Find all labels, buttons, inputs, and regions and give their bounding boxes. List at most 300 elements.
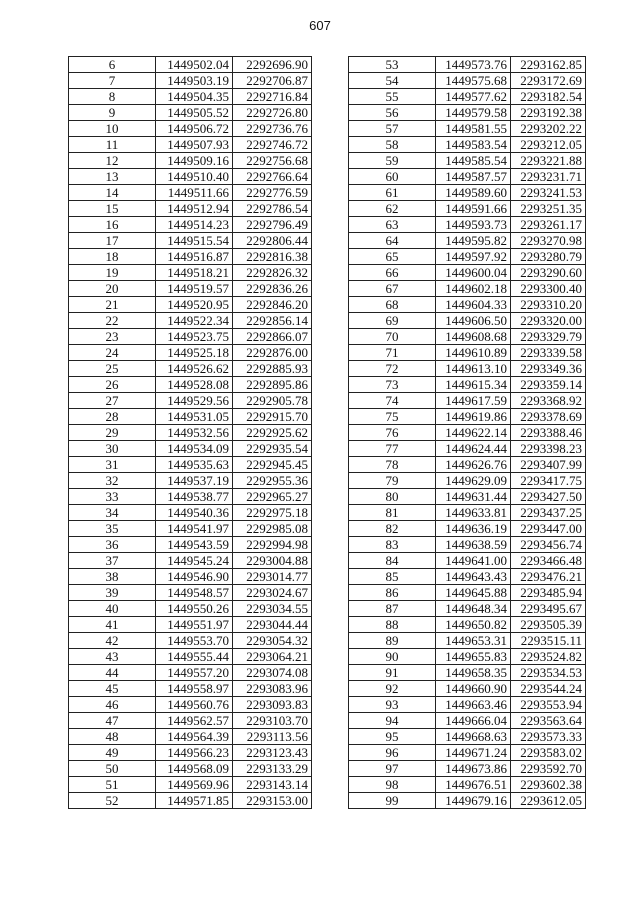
y-coordinate-cell: 2293014.77 bbox=[233, 569, 312, 585]
x-coordinate-cell: 1449610.89 bbox=[436, 345, 511, 361]
x-coordinate-cell: 1449511.66 bbox=[156, 185, 233, 201]
table-row bbox=[349, 217, 586, 233]
y-coordinate-cell: 2293074.08 bbox=[233, 665, 312, 681]
table-row bbox=[69, 761, 312, 777]
x-coordinate-cell: 1449532.56 bbox=[156, 425, 233, 441]
point-number-cell: 50 bbox=[69, 761, 156, 777]
table-row bbox=[69, 777, 312, 793]
y-coordinate-cell: 2293123.43 bbox=[233, 745, 312, 761]
y-coordinate-cell: 2292696.90 bbox=[233, 57, 312, 73]
table-row bbox=[69, 617, 312, 633]
y-coordinate-cell: 2293241.53 bbox=[511, 185, 586, 201]
x-coordinate-cell: 1449573.76 bbox=[436, 57, 511, 73]
point-number-cell: 99 bbox=[349, 793, 436, 809]
point-number-cell: 39 bbox=[69, 585, 156, 601]
point-number-cell: 87 bbox=[349, 601, 436, 617]
table-row bbox=[69, 649, 312, 665]
table-row bbox=[349, 617, 586, 633]
y-coordinate-cell: 2292746.72 bbox=[233, 137, 312, 153]
x-coordinate-cell: 1449512.94 bbox=[156, 201, 233, 217]
y-coordinate-cell: 2292955.36 bbox=[233, 473, 312, 489]
table-row bbox=[69, 185, 312, 201]
point-number-cell: 51 bbox=[69, 777, 156, 793]
x-coordinate-cell: 1449538.77 bbox=[156, 489, 233, 505]
table-row bbox=[349, 697, 586, 713]
x-coordinate-cell: 1449622.14 bbox=[436, 425, 511, 441]
table-row bbox=[349, 553, 586, 569]
table-row bbox=[349, 729, 586, 745]
y-coordinate-cell: 2293534.53 bbox=[511, 665, 586, 681]
x-coordinate-cell: 1449619.86 bbox=[436, 409, 511, 425]
table-row bbox=[69, 201, 312, 217]
table-row bbox=[69, 537, 312, 553]
table-row bbox=[349, 537, 586, 553]
table-row bbox=[69, 457, 312, 473]
point-number-cell: 62 bbox=[349, 201, 436, 217]
x-coordinate-cell: 1449518.21 bbox=[156, 265, 233, 281]
point-number-cell: 97 bbox=[349, 761, 436, 777]
table-row bbox=[349, 137, 586, 153]
point-number-cell: 77 bbox=[349, 441, 436, 457]
x-coordinate-cell: 1449638.59 bbox=[436, 537, 511, 553]
y-coordinate-cell: 2293476.21 bbox=[511, 569, 586, 585]
table-row bbox=[349, 345, 586, 361]
point-number-cell: 20 bbox=[69, 281, 156, 297]
table-row bbox=[349, 73, 586, 89]
table-row bbox=[69, 505, 312, 521]
table-row bbox=[349, 585, 586, 601]
point-number-cell: 22 bbox=[69, 313, 156, 329]
y-coordinate-cell: 2293153.00 bbox=[233, 793, 312, 809]
x-coordinate-cell: 1449535.63 bbox=[156, 457, 233, 473]
x-coordinate-cell: 1449673.86 bbox=[436, 761, 511, 777]
point-number-cell: 16 bbox=[69, 217, 156, 233]
y-coordinate-cell: 2293329.79 bbox=[511, 329, 586, 345]
point-number-cell: 15 bbox=[69, 201, 156, 217]
y-coordinate-cell: 2293251.35 bbox=[511, 201, 586, 217]
y-coordinate-cell: 2293524.82 bbox=[511, 649, 586, 665]
y-coordinate-cell: 2292856.14 bbox=[233, 313, 312, 329]
x-coordinate-cell: 1449583.54 bbox=[436, 137, 511, 153]
y-coordinate-cell: 2292975.18 bbox=[233, 505, 312, 521]
y-coordinate-cell: 2293592.70 bbox=[511, 761, 586, 777]
y-coordinate-cell: 2292876.00 bbox=[233, 345, 312, 361]
table-row bbox=[349, 169, 586, 185]
y-coordinate-cell: 2293093.83 bbox=[233, 697, 312, 713]
y-coordinate-cell: 2292895.86 bbox=[233, 377, 312, 393]
y-coordinate-cell: 2293573.33 bbox=[511, 729, 586, 745]
point-number-cell: 96 bbox=[349, 745, 436, 761]
point-number-cell: 43 bbox=[69, 649, 156, 665]
x-coordinate-cell: 1449516.87 bbox=[156, 249, 233, 265]
point-number-cell: 61 bbox=[349, 185, 436, 201]
x-coordinate-cell: 1449597.92 bbox=[436, 249, 511, 265]
point-number-cell: 58 bbox=[349, 137, 436, 153]
y-coordinate-cell: 2292935.54 bbox=[233, 441, 312, 457]
point-number-cell: 35 bbox=[69, 521, 156, 537]
point-number-cell: 40 bbox=[69, 601, 156, 617]
point-number-cell: 19 bbox=[69, 265, 156, 281]
page-number: 607 bbox=[309, 18, 331, 33]
x-coordinate-cell: 1449503.19 bbox=[156, 73, 233, 89]
coordinates-table-right bbox=[348, 56, 586, 809]
y-coordinate-cell: 2293447.00 bbox=[511, 521, 586, 537]
point-number-cell: 80 bbox=[349, 489, 436, 505]
y-coordinate-cell: 2293054.32 bbox=[233, 633, 312, 649]
x-coordinate-cell: 1449534.09 bbox=[156, 441, 233, 457]
y-coordinate-cell: 2293103.70 bbox=[233, 713, 312, 729]
y-coordinate-cell: 2292816.38 bbox=[233, 249, 312, 265]
x-coordinate-cell: 1449653.31 bbox=[436, 633, 511, 649]
table-row bbox=[69, 137, 312, 153]
point-number-cell: 29 bbox=[69, 425, 156, 441]
point-number-cell: 59 bbox=[349, 153, 436, 169]
x-coordinate-cell: 1449587.57 bbox=[436, 169, 511, 185]
x-coordinate-cell: 1449504.35 bbox=[156, 89, 233, 105]
y-coordinate-cell: 2293398.23 bbox=[511, 441, 586, 457]
y-coordinate-cell: 2292756.68 bbox=[233, 153, 312, 169]
y-coordinate-cell: 2293466.48 bbox=[511, 553, 586, 569]
table-row bbox=[69, 601, 312, 617]
x-coordinate-cell: 1449502.04 bbox=[156, 57, 233, 73]
y-coordinate-cell: 2293349.36 bbox=[511, 361, 586, 377]
x-coordinate-cell: 1449663.46 bbox=[436, 697, 511, 713]
x-coordinate-cell: 1449509.16 bbox=[156, 153, 233, 169]
y-coordinate-cell: 2293456.74 bbox=[511, 537, 586, 553]
point-number-cell: 69 bbox=[349, 313, 436, 329]
x-coordinate-cell: 1449631.44 bbox=[436, 489, 511, 505]
x-coordinate-cell: 1449585.54 bbox=[436, 153, 511, 169]
table-row bbox=[69, 329, 312, 345]
point-number-cell: 94 bbox=[349, 713, 436, 729]
table-row bbox=[349, 761, 586, 777]
y-coordinate-cell: 2292905.78 bbox=[233, 393, 312, 409]
y-coordinate-cell: 2293024.67 bbox=[233, 585, 312, 601]
point-number-cell: 47 bbox=[69, 713, 156, 729]
x-coordinate-cell: 1449507.93 bbox=[156, 137, 233, 153]
y-coordinate-cell: 2293261.17 bbox=[511, 217, 586, 233]
point-number-cell: 10 bbox=[69, 121, 156, 137]
point-number-cell: 75 bbox=[349, 409, 436, 425]
point-number-cell: 11 bbox=[69, 137, 156, 153]
y-coordinate-cell: 2293192.38 bbox=[511, 105, 586, 121]
x-coordinate-cell: 1449519.57 bbox=[156, 281, 233, 297]
x-coordinate-cell: 1449543.59 bbox=[156, 537, 233, 553]
table-row bbox=[69, 377, 312, 393]
table-row bbox=[349, 457, 586, 473]
y-coordinate-cell: 2293320.00 bbox=[511, 313, 586, 329]
point-number-cell: 9 bbox=[69, 105, 156, 121]
y-coordinate-cell: 2292826.32 bbox=[233, 265, 312, 281]
table-row bbox=[69, 233, 312, 249]
point-number-cell: 24 bbox=[69, 345, 156, 361]
x-coordinate-cell: 1449540.36 bbox=[156, 505, 233, 521]
point-number-cell: 84 bbox=[349, 553, 436, 569]
y-coordinate-cell: 2292806.44 bbox=[233, 233, 312, 249]
table-row bbox=[69, 585, 312, 601]
point-number-cell: 78 bbox=[349, 457, 436, 473]
table-row bbox=[349, 185, 586, 201]
point-number-cell: 81 bbox=[349, 505, 436, 521]
point-number-cell: 14 bbox=[69, 185, 156, 201]
point-number-cell: 98 bbox=[349, 777, 436, 793]
point-number-cell: 65 bbox=[349, 249, 436, 265]
x-coordinate-cell: 1449537.19 bbox=[156, 473, 233, 489]
table-row bbox=[69, 553, 312, 569]
y-coordinate-cell: 2293064.21 bbox=[233, 649, 312, 665]
y-coordinate-cell: 2292766.64 bbox=[233, 169, 312, 185]
y-coordinate-cell: 2292846.20 bbox=[233, 297, 312, 313]
y-coordinate-cell: 2292885.93 bbox=[233, 361, 312, 377]
point-number-cell: 66 bbox=[349, 265, 436, 281]
point-number-cell: 88 bbox=[349, 617, 436, 633]
point-number-cell: 72 bbox=[349, 361, 436, 377]
y-coordinate-cell: 2292836.26 bbox=[233, 281, 312, 297]
x-coordinate-cell: 1449591.66 bbox=[436, 201, 511, 217]
y-coordinate-cell: 2293553.94 bbox=[511, 697, 586, 713]
y-coordinate-cell: 2293563.64 bbox=[511, 713, 586, 729]
table-row bbox=[349, 57, 586, 73]
y-coordinate-cell: 2293437.25 bbox=[511, 505, 586, 521]
y-coordinate-cell: 2293378.69 bbox=[511, 409, 586, 425]
table-row bbox=[69, 473, 312, 489]
table-row bbox=[349, 361, 586, 377]
y-coordinate-cell: 2292726.80 bbox=[233, 105, 312, 121]
table-row bbox=[349, 89, 586, 105]
coordinates-table-left bbox=[68, 56, 312, 809]
table-row bbox=[349, 265, 586, 281]
y-coordinate-cell: 2293612.05 bbox=[511, 793, 586, 809]
table-row bbox=[69, 569, 312, 585]
y-coordinate-cell: 2293544.24 bbox=[511, 681, 586, 697]
table-row bbox=[69, 121, 312, 137]
point-number-cell: 7 bbox=[69, 73, 156, 89]
y-coordinate-cell: 2293515.11 bbox=[511, 633, 586, 649]
point-number-cell: 56 bbox=[349, 105, 436, 121]
point-number-cell: 6 bbox=[69, 57, 156, 73]
y-coordinate-cell: 2293495.67 bbox=[511, 601, 586, 617]
table-row bbox=[69, 681, 312, 697]
x-coordinate-cell: 1449658.35 bbox=[436, 665, 511, 681]
x-coordinate-cell: 1449626.76 bbox=[436, 457, 511, 473]
table-row bbox=[349, 105, 586, 121]
table-row bbox=[349, 329, 586, 345]
table-row bbox=[349, 233, 586, 249]
y-coordinate-cell: 2292786.54 bbox=[233, 201, 312, 217]
x-coordinate-cell: 1449522.34 bbox=[156, 313, 233, 329]
table-row bbox=[349, 393, 586, 409]
point-number-cell: 83 bbox=[349, 537, 436, 553]
point-number-cell: 38 bbox=[69, 569, 156, 585]
x-coordinate-cell: 1449526.62 bbox=[156, 361, 233, 377]
y-coordinate-cell: 2293113.56 bbox=[233, 729, 312, 745]
x-coordinate-cell: 1449606.50 bbox=[436, 313, 511, 329]
point-number-cell: 45 bbox=[69, 681, 156, 697]
table-row bbox=[69, 713, 312, 729]
y-coordinate-cell: 2293083.96 bbox=[233, 681, 312, 697]
point-number-cell: 95 bbox=[349, 729, 436, 745]
point-number-cell: 93 bbox=[349, 697, 436, 713]
table-row bbox=[349, 521, 586, 537]
table-row bbox=[69, 521, 312, 537]
point-number-cell: 54 bbox=[349, 73, 436, 89]
y-coordinate-cell: 2293427.50 bbox=[511, 489, 586, 505]
x-coordinate-cell: 1449655.83 bbox=[436, 649, 511, 665]
point-number-cell: 8 bbox=[69, 89, 156, 105]
y-coordinate-cell: 2293270.98 bbox=[511, 233, 586, 249]
x-coordinate-cell: 1449608.68 bbox=[436, 329, 511, 345]
point-number-cell: 55 bbox=[349, 89, 436, 105]
table-row bbox=[69, 57, 312, 73]
point-number-cell: 53 bbox=[349, 57, 436, 73]
y-coordinate-cell: 2292736.76 bbox=[233, 121, 312, 137]
table-row bbox=[349, 425, 586, 441]
point-number-cell: 74 bbox=[349, 393, 436, 409]
table-row bbox=[349, 281, 586, 297]
table-row bbox=[69, 697, 312, 713]
table-row bbox=[349, 649, 586, 665]
point-number-cell: 36 bbox=[69, 537, 156, 553]
x-coordinate-cell: 1449577.62 bbox=[436, 89, 511, 105]
table-row bbox=[349, 745, 586, 761]
x-coordinate-cell: 1449541.97 bbox=[156, 521, 233, 537]
table-row bbox=[349, 777, 586, 793]
x-coordinate-cell: 1449557.20 bbox=[156, 665, 233, 681]
point-number-cell: 32 bbox=[69, 473, 156, 489]
point-number-cell: 76 bbox=[349, 425, 436, 441]
point-number-cell: 64 bbox=[349, 233, 436, 249]
x-coordinate-cell: 1449531.05 bbox=[156, 409, 233, 425]
x-coordinate-cell: 1449558.97 bbox=[156, 681, 233, 697]
table-row bbox=[69, 217, 312, 233]
point-number-cell: 13 bbox=[69, 169, 156, 185]
y-coordinate-cell: 2292945.45 bbox=[233, 457, 312, 473]
x-coordinate-cell: 1449666.04 bbox=[436, 713, 511, 729]
x-coordinate-cell: 1449506.72 bbox=[156, 121, 233, 137]
x-coordinate-cell: 1449545.24 bbox=[156, 553, 233, 569]
table-row bbox=[69, 361, 312, 377]
point-number-cell: 60 bbox=[349, 169, 436, 185]
x-coordinate-cell: 1449602.18 bbox=[436, 281, 511, 297]
point-number-cell: 27 bbox=[69, 393, 156, 409]
table-row bbox=[349, 569, 586, 585]
point-number-cell: 48 bbox=[69, 729, 156, 745]
table-row bbox=[69, 409, 312, 425]
x-coordinate-cell: 1449671.24 bbox=[436, 745, 511, 761]
y-coordinate-cell: 2293602.38 bbox=[511, 777, 586, 793]
table-row bbox=[349, 793, 586, 809]
y-coordinate-cell: 2292915.70 bbox=[233, 409, 312, 425]
table-row bbox=[69, 169, 312, 185]
point-number-cell: 34 bbox=[69, 505, 156, 521]
x-coordinate-cell: 1449550.26 bbox=[156, 601, 233, 617]
y-coordinate-cell: 2293339.58 bbox=[511, 345, 586, 361]
point-number-cell: 70 bbox=[349, 329, 436, 345]
table-row bbox=[349, 441, 586, 457]
point-number-cell: 71 bbox=[349, 345, 436, 361]
x-coordinate-cell: 1449566.23 bbox=[156, 745, 233, 761]
x-coordinate-cell: 1449633.81 bbox=[436, 505, 511, 521]
point-number-cell: 31 bbox=[69, 457, 156, 473]
y-coordinate-cell: 2293505.39 bbox=[511, 617, 586, 633]
y-coordinate-cell: 2292706.87 bbox=[233, 73, 312, 89]
table-row bbox=[69, 489, 312, 505]
x-coordinate-cell: 1449510.40 bbox=[156, 169, 233, 185]
table-row bbox=[349, 121, 586, 137]
y-coordinate-cell: 2292985.08 bbox=[233, 521, 312, 537]
x-coordinate-cell: 1449615.34 bbox=[436, 377, 511, 393]
x-coordinate-cell: 1449679.16 bbox=[436, 793, 511, 809]
point-number-cell: 37 bbox=[69, 553, 156, 569]
y-coordinate-cell: 2293133.29 bbox=[233, 761, 312, 777]
y-coordinate-cell: 2293485.94 bbox=[511, 585, 586, 601]
x-coordinate-cell: 1449571.85 bbox=[156, 793, 233, 809]
y-coordinate-cell: 2292965.27 bbox=[233, 489, 312, 505]
point-number-cell: 41 bbox=[69, 617, 156, 633]
table-row bbox=[69, 73, 312, 89]
point-number-cell: 44 bbox=[69, 665, 156, 681]
table-row bbox=[349, 665, 586, 681]
table-row bbox=[69, 153, 312, 169]
x-coordinate-cell: 1449648.34 bbox=[436, 601, 511, 617]
x-coordinate-cell: 1449643.43 bbox=[436, 569, 511, 585]
point-number-cell: 89 bbox=[349, 633, 436, 649]
point-number-cell: 17 bbox=[69, 233, 156, 249]
y-coordinate-cell: 2293407.99 bbox=[511, 457, 586, 473]
table-row bbox=[349, 201, 586, 217]
table-row bbox=[349, 249, 586, 265]
y-coordinate-cell: 2293388.46 bbox=[511, 425, 586, 441]
table-row bbox=[349, 153, 586, 169]
y-coordinate-cell: 2293359.14 bbox=[511, 377, 586, 393]
x-coordinate-cell: 1449589.60 bbox=[436, 185, 511, 201]
x-coordinate-cell: 1449514.23 bbox=[156, 217, 233, 233]
y-coordinate-cell: 2293202.22 bbox=[511, 121, 586, 137]
table-row bbox=[69, 665, 312, 681]
point-number-cell: 90 bbox=[349, 649, 436, 665]
x-coordinate-cell: 1449600.04 bbox=[436, 265, 511, 281]
y-coordinate-cell: 2293300.40 bbox=[511, 281, 586, 297]
table-row bbox=[349, 601, 586, 617]
y-coordinate-cell: 2293004.88 bbox=[233, 553, 312, 569]
y-coordinate-cell: 2292925.62 bbox=[233, 425, 312, 441]
table-row bbox=[69, 313, 312, 329]
point-number-cell: 82 bbox=[349, 521, 436, 537]
x-coordinate-cell: 1449520.95 bbox=[156, 297, 233, 313]
x-coordinate-cell: 1449660.90 bbox=[436, 681, 511, 697]
y-coordinate-cell: 2292866.07 bbox=[233, 329, 312, 345]
x-coordinate-cell: 1449650.82 bbox=[436, 617, 511, 633]
table-row bbox=[69, 425, 312, 441]
y-coordinate-cell: 2293172.69 bbox=[511, 73, 586, 89]
x-coordinate-cell: 1449525.18 bbox=[156, 345, 233, 361]
x-coordinate-cell: 1449604.33 bbox=[436, 297, 511, 313]
y-coordinate-cell: 2293417.75 bbox=[511, 473, 586, 489]
y-coordinate-cell: 2293182.54 bbox=[511, 89, 586, 105]
point-number-cell: 86 bbox=[349, 585, 436, 601]
point-number-cell: 21 bbox=[69, 297, 156, 313]
table-row bbox=[69, 441, 312, 457]
table-row bbox=[69, 793, 312, 809]
x-coordinate-cell: 1449595.82 bbox=[436, 233, 511, 249]
x-coordinate-cell: 1449548.57 bbox=[156, 585, 233, 601]
point-number-cell: 79 bbox=[349, 473, 436, 489]
y-coordinate-cell: 2292994.98 bbox=[233, 537, 312, 553]
x-coordinate-cell: 1449629.09 bbox=[436, 473, 511, 489]
y-coordinate-cell: 2292796.49 bbox=[233, 217, 312, 233]
x-coordinate-cell: 1449636.19 bbox=[436, 521, 511, 537]
table-row bbox=[69, 729, 312, 745]
